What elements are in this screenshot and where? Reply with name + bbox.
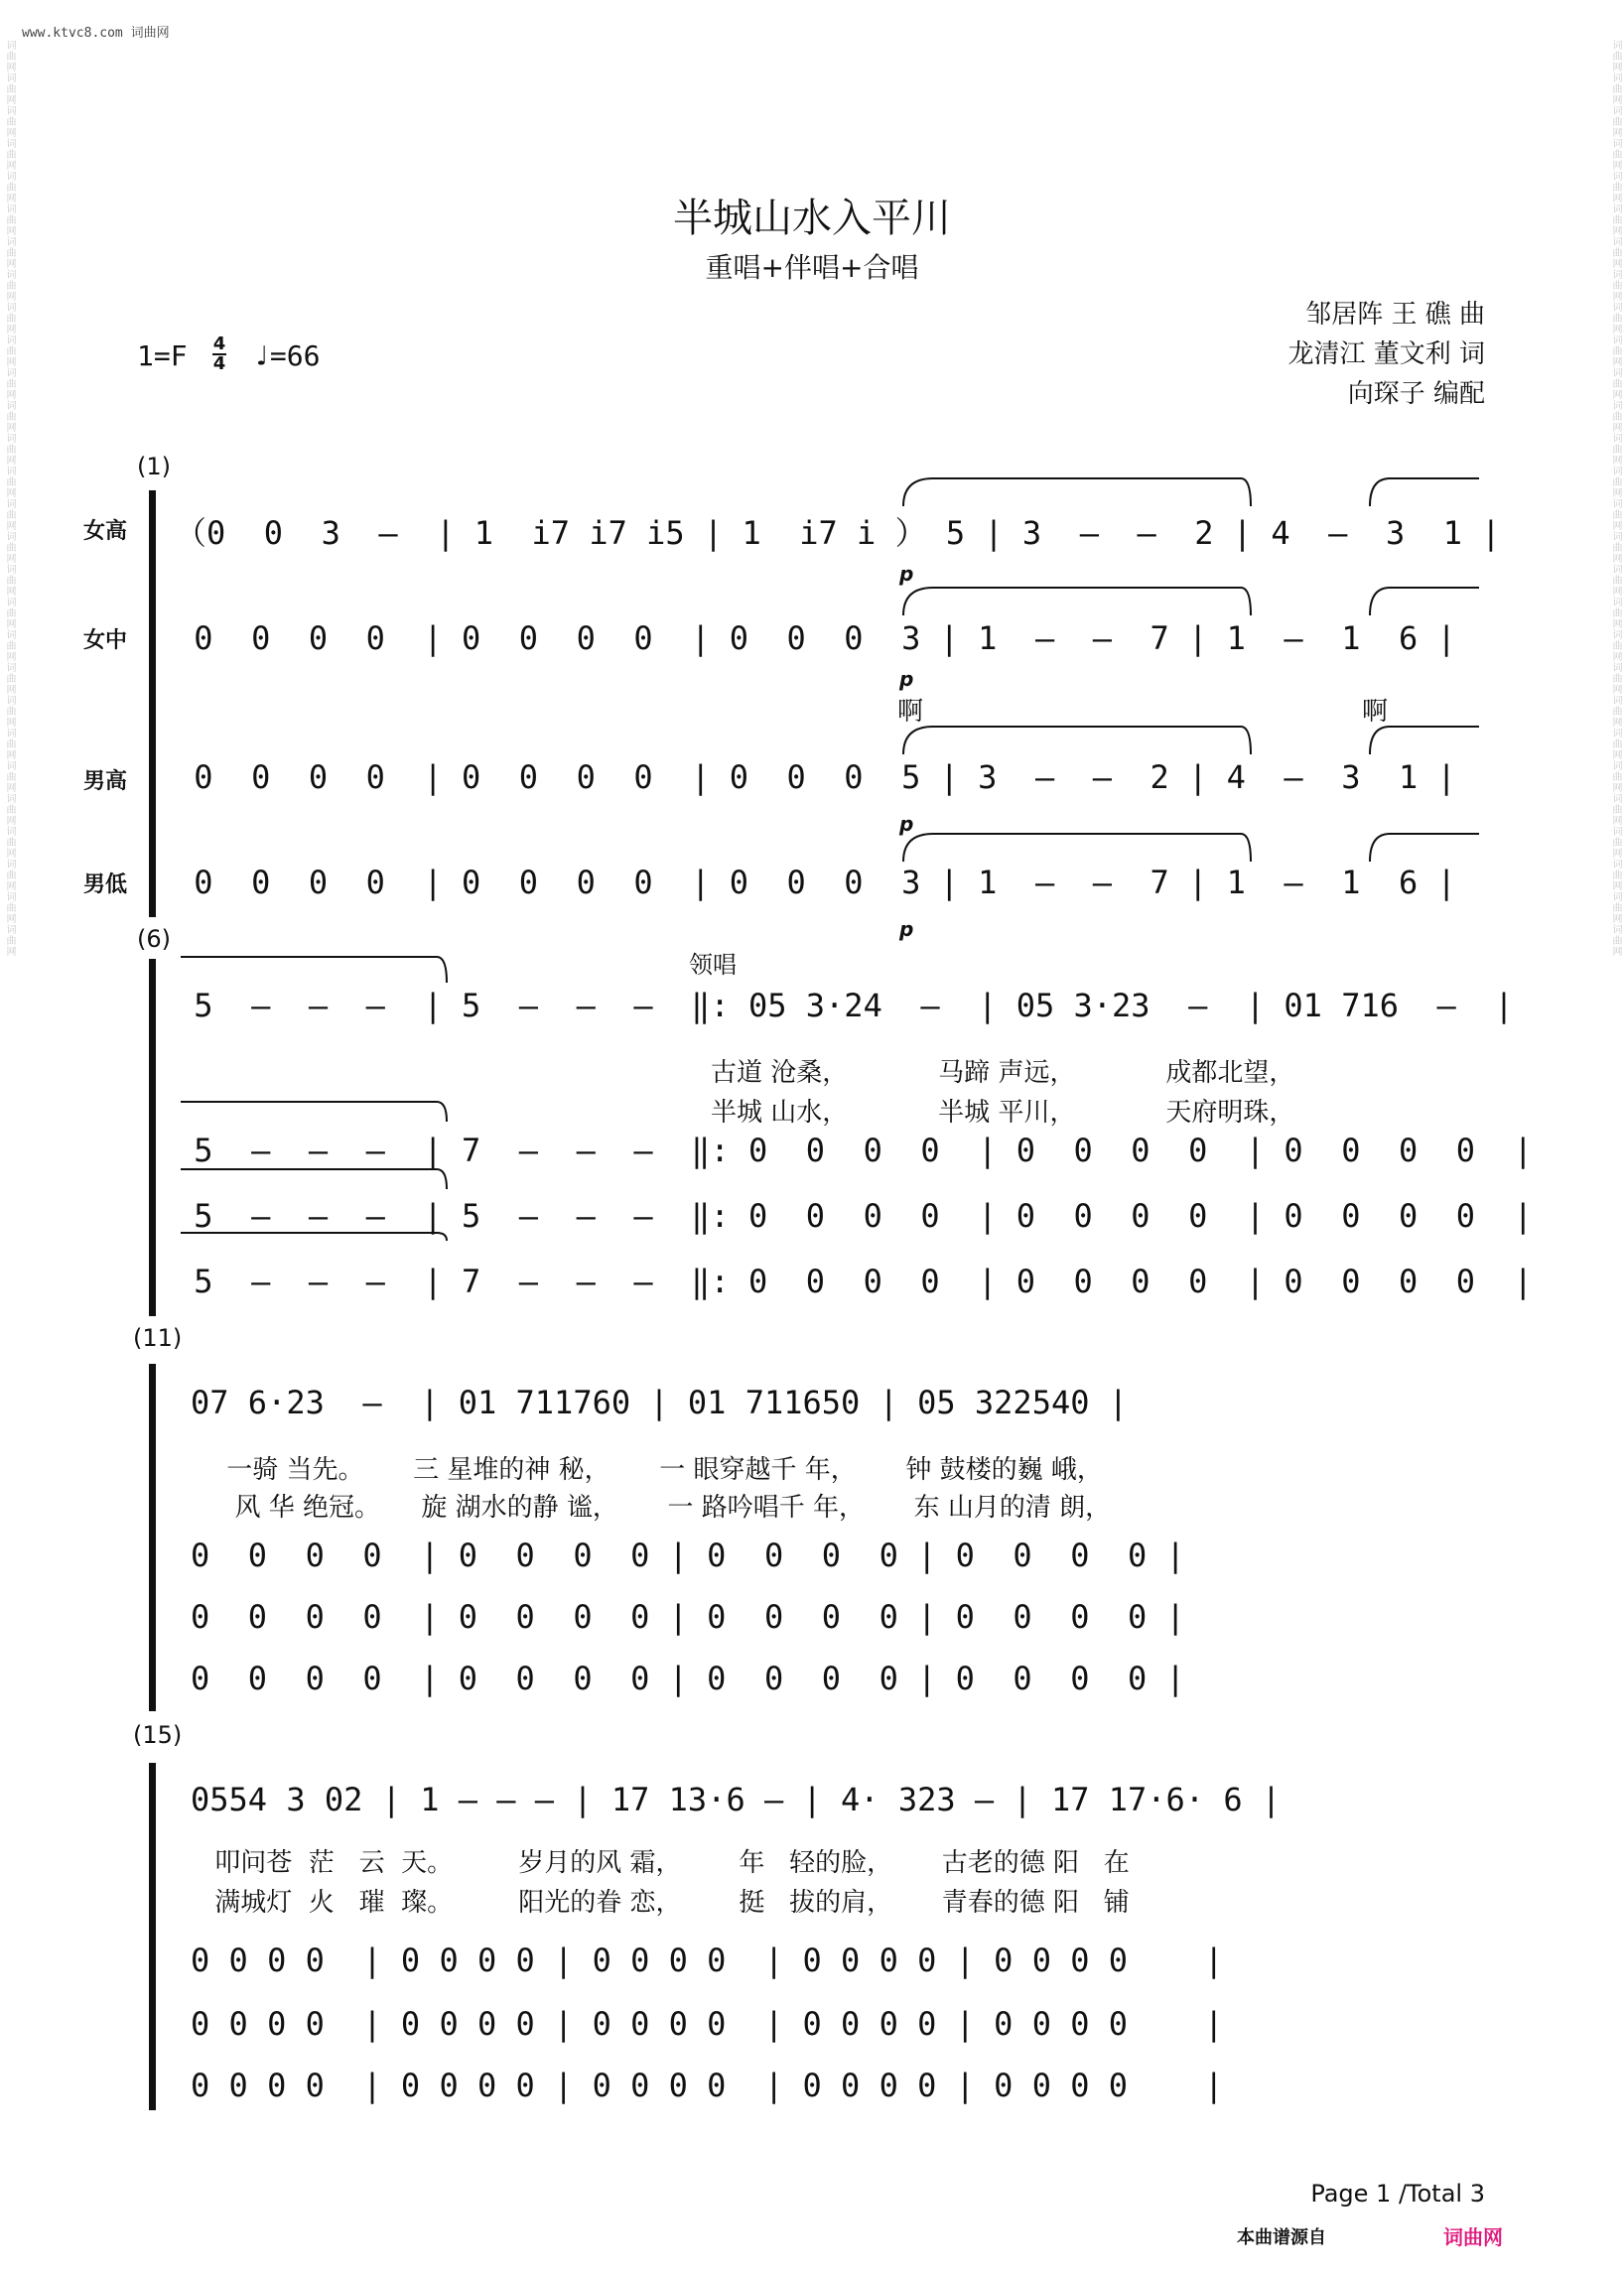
notation-line: 5 – – – | 7 – – – ‖: 0 0 0 0 | 0 0 0 0 | 0 0 0 0 | [175, 1132, 1533, 1169]
dynamic-mark: p [899, 812, 914, 836]
lyrics-verse-2: 半城 山水， 半城 平川， 天府明珠， [711, 1098, 1295, 1128]
dynamic-mark: p [899, 917, 914, 941]
lyrics-verse-1: 一骑 当先。 三 星堆的神 秘， 一 眼穿越千 年， 钟 鼓楼的巍 峨， [218, 1455, 1103, 1485]
part-label-tenor: 男高 [83, 769, 128, 794]
lyricist-credit: 龙清江 董文利 词 [1287, 339, 1485, 369]
part-label-alto: 女中 [83, 628, 128, 653]
song-subtitle: 重唱+伴唱+合唱 [705, 251, 919, 284]
system-brace [149, 1364, 156, 1711]
notation-line: 0 0 0 0 | 0 0 0 0 | 0 0 0 0 | 0 0 0 0 | 0 0 0 0 | [191, 1942, 1224, 1979]
notation-line: 07 6·23 – | 01 711760 | 01 711650 | 05 322540 | [191, 1384, 1129, 1421]
dynamic-mark: p [899, 562, 914, 586]
time-signature-bottom: 4 [212, 353, 226, 374]
lyrics-verse-1: 叩问苍 茫 云 天。 岁月的风 霜， 年 轻的脸， 古老的德 阳 在 [206, 1848, 1130, 1878]
notation-line: 0 0 0 0 | 0 0 0 0 | 0 0 0 0 | 0 0 0 0 | [191, 1537, 1185, 1574]
site-brand-logo[interactable]: 词曲网 [1443, 2225, 1503, 2249]
part-label-soprano: 女高 [83, 519, 128, 544]
time-signature-top: 4 [212, 334, 226, 354]
quarter-note-icon: ♩ [253, 339, 270, 372]
lyric-ah: 啊 [897, 697, 924, 727]
watermark-top: www.ktvc8.com 词曲网 [22, 26, 170, 41]
time-signature [212, 335, 226, 373]
part-label-bass: 男低 [83, 872, 128, 897]
source-label: 本曲谱源自 [1237, 2227, 1326, 2248]
notation-line: （0 0 3 – | 1 i7 i7 i5 | 1 i7 i ） 5 | 3 – – 2 | 4 – 3 1 | [175, 514, 1501, 552]
lyric-ah: 啊 [1362, 697, 1389, 727]
notation-line: 0554 3 02 | 1 – – – | 17 13·6 – | 4· 323 – | 17 17·6· 6 | [191, 1781, 1282, 1818]
tempo-marking [253, 339, 320, 372]
lyrics-verse-2: 满城灯 火 璀 璨。 阳光的眷 恋， 挺 拔的肩， 青春的德 阳 铺 [206, 1888, 1130, 1918]
notation-line: 0 0 0 0 | 0 0 0 0 | 0 0 0 0 | 0 0 0 0 | [191, 1598, 1185, 1636]
notation-line: 0 0 0 0 | 0 0 0 0 | 0 0 0 0 | 0 0 0 0 | 0 0 0 0 | [191, 2005, 1224, 2043]
measure-number: (1) [137, 453, 171, 480]
system-brace [149, 959, 156, 1316]
lead-vocal-label: 领唱 [689, 951, 737, 979]
composer-credit: 邹居阵 王 礁 曲 [1305, 300, 1485, 330]
side-watermark-right: 词曲网词曲网词曲网词曲网词曲网词曲网词曲网词曲网词曲网词曲网词曲网词曲网词曲网词曲网词曲网词曲网词曲网词曲网词曲网词曲网词曲网词曲网词曲网词曲网词曲网词曲网词曲网词曲网 [1610, 40, 1621, 957]
measure-number: (11) [133, 1324, 183, 1352]
page-indicator: Page 1 /Total 3 [1310, 2180, 1485, 2208]
measure-number: (15) [133, 1721, 183, 1749]
arranger-credit: 向琛子 编配 [1347, 379, 1485, 409]
notation-line: 5 – – – | 7 – – – ‖: 0 0 0 0 | 0 0 0 0 | 0 0 0 0 | [175, 1263, 1533, 1300]
key-signature: 1=F [137, 339, 188, 372]
system-brace [149, 490, 156, 917]
slur-marks [893, 467, 1489, 903]
notation-line: 0 0 0 0 | 0 0 0 0 | 0 0 0 0 | 0 0 0 0 | 0 0 0 0 | [191, 2067, 1224, 2104]
notation-line: 5 – – – | 5 – – – ‖: 0 0 0 0 | 0 0 0 0 | 0 0 0 0 | [175, 1197, 1533, 1235]
system-brace [149, 1763, 156, 2110]
measure-number: (6) [137, 925, 171, 953]
tempo-value: =66 [269, 339, 321, 372]
song-title: 半城山水入平川 [673, 196, 951, 241]
tie-marks [179, 943, 476, 1241]
lyrics-verse-2: 风 华 绝冠。 旋 湖水的静 谧， 一 路吟唱千 年， 东 山月的清 朗， [218, 1493, 1112, 1523]
side-watermark-left: 词曲网词曲网词曲网词曲网词曲网词曲网词曲网词曲网词曲网词曲网词曲网词曲网词曲网词曲网词曲网词曲网词曲网词曲网词曲网词曲网词曲网词曲网词曲网词曲网词曲网词曲网词曲网词曲网 [4, 40, 15, 957]
notation-line: 0 0 0 0 | 0 0 0 0 | 0 0 0 5 | 3 – – 2 | 4 – 3 1 | [175, 758, 1456, 796]
notation-line: 0 0 0 0 | 0 0 0 0 | 0 0 0 3 | 1 – – 7 | 1 – 1 6 | [175, 864, 1456, 901]
notation-line: 5 – – – | 5 – – – ‖: 05 3·24 – | 05 3·23 – | 01 716 – | [175, 987, 1514, 1024]
notation-line: 0 0 0 0 | 0 0 0 0 | 0 0 0 3 | 1 – – 7 | 1 – 1 6 | [175, 619, 1456, 657]
dynamic-mark: p [899, 667, 914, 691]
notation-line: 0 0 0 0 | 0 0 0 0 | 0 0 0 0 | 0 0 0 0 | [191, 1660, 1185, 1697]
lyrics-verse-1: 古道 沧桑， 马蹄 声远， 成都北望， [711, 1058, 1295, 1088]
